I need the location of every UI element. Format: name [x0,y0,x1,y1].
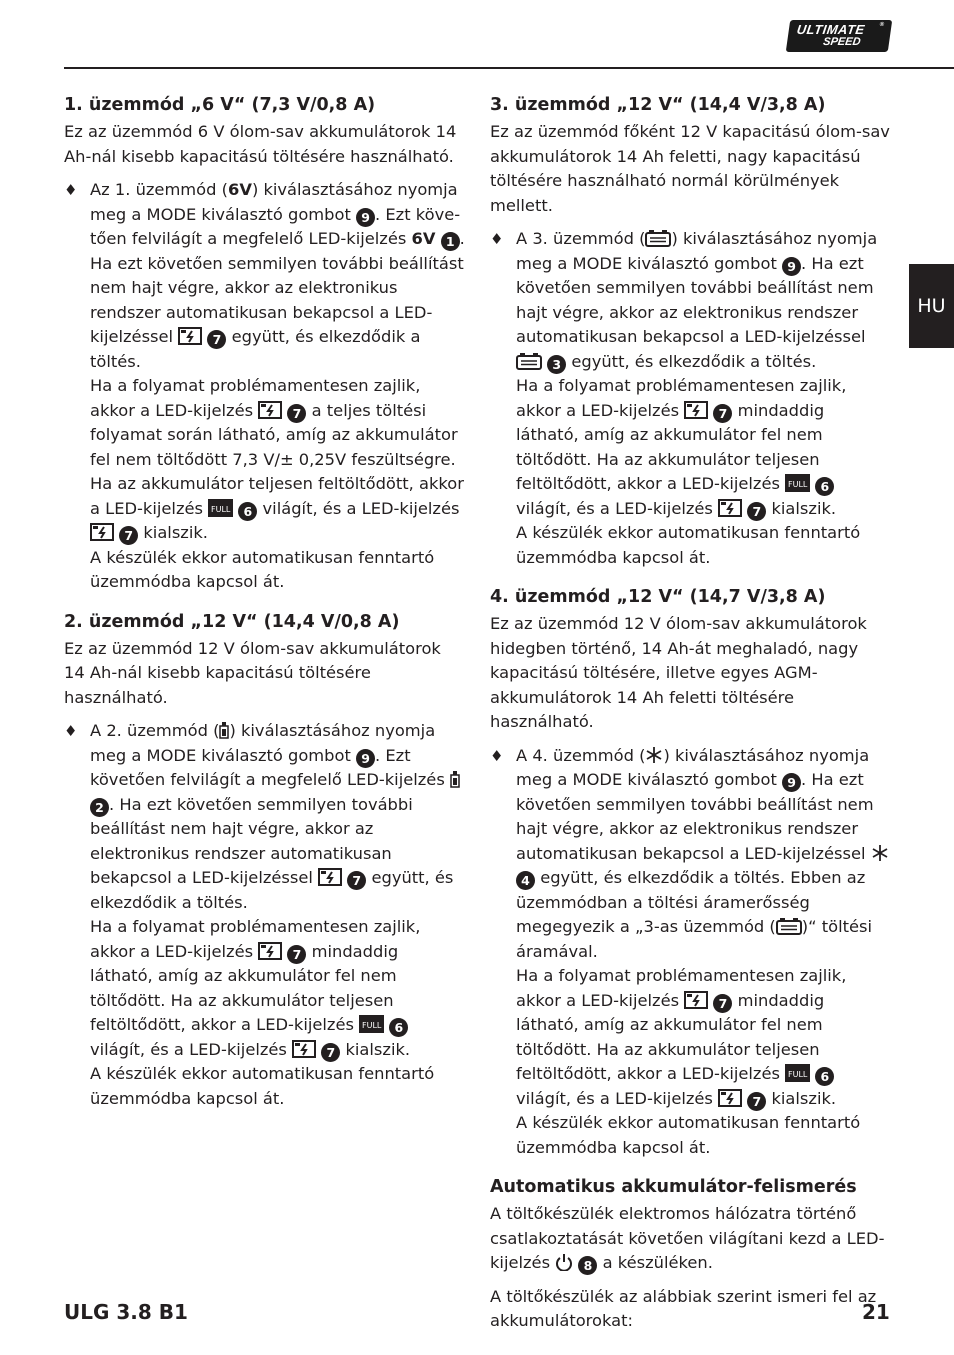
section-intro-mode-1: Ez az üzemmód 6 V ólom-sav akkumulátorok 14 Ah-nál kisebb kapacitású töltésére használható. [64,122,457,166]
page-number: 21 [862,1300,890,1324]
ref-number: 8 [578,1256,597,1275]
text-run: A 3. üzemmód ( [516,229,646,248]
charging-battery-icon [178,327,202,345]
ref-number: 7 [713,994,732,1013]
bullet-diamond-icon: ♦ [64,181,78,199]
charging-battery-icon [718,1089,742,1107]
bullet-text: A készülék ekkor automatikusan fenntartó üzemmódba kapcsol át. [90,1064,435,1108]
text-run: Ha a folyamat problémamentesen zajlik, akkor a LED-kijelzés [90,376,421,420]
bullet-text [90,915,466,1062]
footer-model: ULG 3.8 B1 [64,1300,188,1324]
bullet-text [516,374,892,521]
text-run: világít, és a LED-kijelzés [262,498,460,518]
section-title-mode-2: 2. üzemmód „12 V“ (14,4 V/0,8 A) [64,611,400,632]
car-battery-icon [645,229,671,247]
bullet-text [516,227,892,374]
section-intro-mode-2: Ez az üzemmód 12 V ólom-sav akkumulátorok 14 Ah-nál kisebb kapacitású töltésére használható. [64,638,441,707]
bullet-text [90,719,466,915]
charging-battery-icon [718,499,742,517]
text-run-bold: 6V [411,229,436,248]
text-run: Ha a folyamat problémamentesen zajlik, akkor a LED-kijelzés [516,966,847,1010]
text-run: . Ezt követően felvilágít a megfelelő LED-kijelzés [90,745,445,789]
text-run: . Ha ezt követően semmilyen további beállítást nem hajt végre, akkor az elektronikus rendszer automatikusan bekapcsol a LED-kijelzéssel [90,229,465,346]
snowflake-icon [645,746,663,764]
text-run: együtt, és elkezdődik a töltés. [90,868,454,912]
power-icon [555,1253,573,1271]
charging-battery-icon [292,1040,316,1058]
battery-full-icon [359,1015,384,1033]
text-run: ) kiválasztásához nyomja meg a MODE kiválasztó gombot [90,180,458,224]
text-run: . Ezt követően felvilágít a megfelelő LED-kijelzés [90,204,461,248]
text-run: a teljes töltési folyamat során látható, amíg az akkumulátor fel nem töltődött 7,3 V/± 0,25V feszültségre. Ha az akkumulátor teljesen feltöltődött, akkor a LED-kijelzés [90,400,464,518]
text-run: világít, és a LED-kijelzés [516,498,713,518]
battery-full-icon [208,499,233,517]
snowflake-icon [871,844,889,862]
text-run: )“ töltési áramával. [516,917,873,961]
text-run: A 2. üzemmód ( [90,721,220,740]
text-run: együtt, és elkezdődik a töltés. [90,327,421,371]
section-title-mode-1: 1. üzemmód „6 V“ (7,3 V/0,8 A) [64,95,376,115]
charging-battery-icon [90,523,114,541]
bullet-mode-1 [64,178,466,595]
ref-number: 7 [347,871,366,890]
right-column [490,92,892,1343]
ref-number: 1 [441,232,460,251]
charging-battery-icon [684,991,708,1009]
ref-number: 7 [287,404,306,423]
text-run: világít, és a LED-kijelzés [516,1088,713,1108]
text-run: Ha a folyamat problémamentesen zajlik, akkor a LED-kijelzés [90,917,421,961]
bullet-text: A készülék ekkor automatikusan fenntartó üzemmódba kapcsol át. [516,1113,861,1157]
bullet-text [90,178,466,374]
text-run: A töltőkészülék elektromos hálózatra történő csatlakoztatását követően világítani kezd a LED-kijelzés [490,1204,885,1272]
bullet-mode-3 [490,227,892,570]
text-run: mindaddig látható, amíg az akkumulátor fel nem töltődött. Ha az akkumulátor teljesen feltöltődött, akkor a LED-kijelzés [516,990,825,1083]
text-run: a készüléken. [602,1253,713,1272]
car-battery-icon [516,352,542,370]
ref-number: 9 [356,208,375,227]
logo-text-bottom: SPEED [822,36,862,48]
charging-battery-icon [684,401,708,419]
full-label: FULL [788,480,808,489]
ref-number: 6 [389,1018,408,1037]
text-run: együtt, és elkezdődik a töltés. [571,351,817,371]
bullet-mode-4 [490,744,892,1161]
bullet-diamond-icon: ♦ [490,230,504,248]
detection-paragraph-1 [490,1202,892,1276]
ref-number: 2 [90,798,109,817]
ref-number: 4 [516,871,535,890]
ref-number: 3 [547,355,566,374]
bullet-diamond-icon: ♦ [490,746,504,765]
bullet-text: A készülék ekkor automatikusan fenntartó üzemmódba kapcsol át. [90,547,435,591]
small-battery-icon [450,770,460,788]
charging-battery-icon [318,868,342,886]
section-intro-mode-4: Ez az üzemmód 12 V ólom-sav akkumulátorok hidegben történő, 14 Ah-át meghaladó, nagy kapacitású töltésére, illetve egyes AGM-akkumulátorok 14 Ah feletti töltésére használható. [490,614,867,731]
left-column [64,92,466,1120]
bullet-text: A készülék ekkor automatikusan fenntartó üzemmódba kapcsol át. [516,523,861,567]
ref-number: 7 [747,502,766,521]
text-run: együtt, és elkezdődik a töltés. Ebben az üzemmódban a töltési áramerősség megegyezik a „3-as üzemmód ( [516,868,866,936]
ref-number: 6 [815,477,834,496]
ref-number: 9 [782,257,801,276]
bullet-diamond-icon: ♦ [64,722,78,740]
text-run: kialszik. [143,523,208,542]
ref-number: 6 [238,502,257,521]
logo-text-top: ULTIMATE [795,22,866,37]
bullet-mode-2 [64,719,466,1111]
battery-full-icon [785,474,810,492]
bullet-text [90,374,466,546]
small-battery-icon [219,721,229,739]
full-label: FULL [362,1021,382,1030]
section-title-mode-3: 3. üzemmód „12 V“ (14,4 V/3,8 A) [490,95,826,115]
ref-number: 7 [119,526,138,545]
header-rule [64,67,954,69]
full-label: FULL [211,504,231,514]
text-run: . Ha ezt követően semmilyen további beállítást nem hajt végre, akkor az elektronikus rendszer automatikusan bekapcsol a LED-kijelzéssel [516,253,874,346]
text-run: A 4. üzemmód ( [516,745,646,765]
logo-reg: ® [879,22,885,28]
ref-number: 9 [356,749,375,768]
charging-battery-icon [258,942,282,960]
text-run: ) kiválasztásához nyomja meg a MODE kiválasztó gombot [516,745,870,789]
section-title-battery-detection: Automatikus akkumulátor-felismerés [490,1177,857,1197]
bullet-text [516,964,892,1111]
full-label: FULL [788,1070,808,1079]
section-intro-mode-3: Ez az üzemmód főként 12 V kapacitású ólom-sav akkumulátorok 14 Ah feletti, nagy kapacitású töltésére használható normál körülmények mellett. [490,122,890,215]
language-tab: HU [909,264,954,348]
ref-number: 7 [207,330,226,349]
text-run: Ha a folyamat problémamentesen zajlik, akkor a LED-kijelzés [516,376,847,420]
brand-logo [786,20,892,52]
text-run: mindaddig látható, amíg az akkumulátor fel nem töltődött. Ha az akkumulátor teljesen feltöltődött, akkor a LED-kijelzés [90,941,399,1034]
text-run: kialszik. [771,1088,837,1108]
ref-number: 7 [713,404,732,423]
section-title-mode-4: 4. üzemmód „12 V“ (14,7 V/3,8 A) [490,587,826,607]
ref-number: 7 [747,1092,766,1111]
text-run: kialszik. [345,1039,411,1059]
battery-full-icon [785,1064,810,1082]
text-run: Az 1. üzemmód ( [90,180,228,199]
ref-number: 9 [782,773,801,792]
bullet-text [516,744,892,965]
text-run: . Ha ezt követően semmilyen további beállítást nem hajt végre, akkor az elektronikus rendszer automatikusan bekapcsol a LED-kijelzéssel [516,770,874,863]
text-run: . Ha ezt követően semmilyen további beállítást nem hajt végre, akkor az elektronikus rendszer automatikusan bekapcsol a LED-kijelzéssel [90,794,413,887]
charging-battery-icon [258,401,282,419]
text-run: kialszik. [771,498,837,518]
ref-number: 7 [287,945,306,964]
ref-number: 6 [815,1067,834,1086]
text-run: ) kiválasztásához nyomja meg a MODE kiválasztó gombot [90,721,436,765]
text-run-bold: 6V [228,180,252,199]
text-run: ) kiválasztásához nyomja meg a MODE kiválasztó gombot [516,229,878,273]
text-run: világít, és a LED-kijelzés [90,1039,287,1059]
car-battery-icon [776,917,802,935]
ref-number: 7 [321,1043,340,1062]
detection-paragraph-2: A töltőkészülék az alábbiak szerint ismeri fel az akkumulátorokat: [490,1286,877,1330]
text-run: mindaddig látható, amíg az akkumulátor fel nem töltődött. Ha az akkumulátor teljesen feltöltődött, akkor a LED-kijelzés [516,400,825,493]
